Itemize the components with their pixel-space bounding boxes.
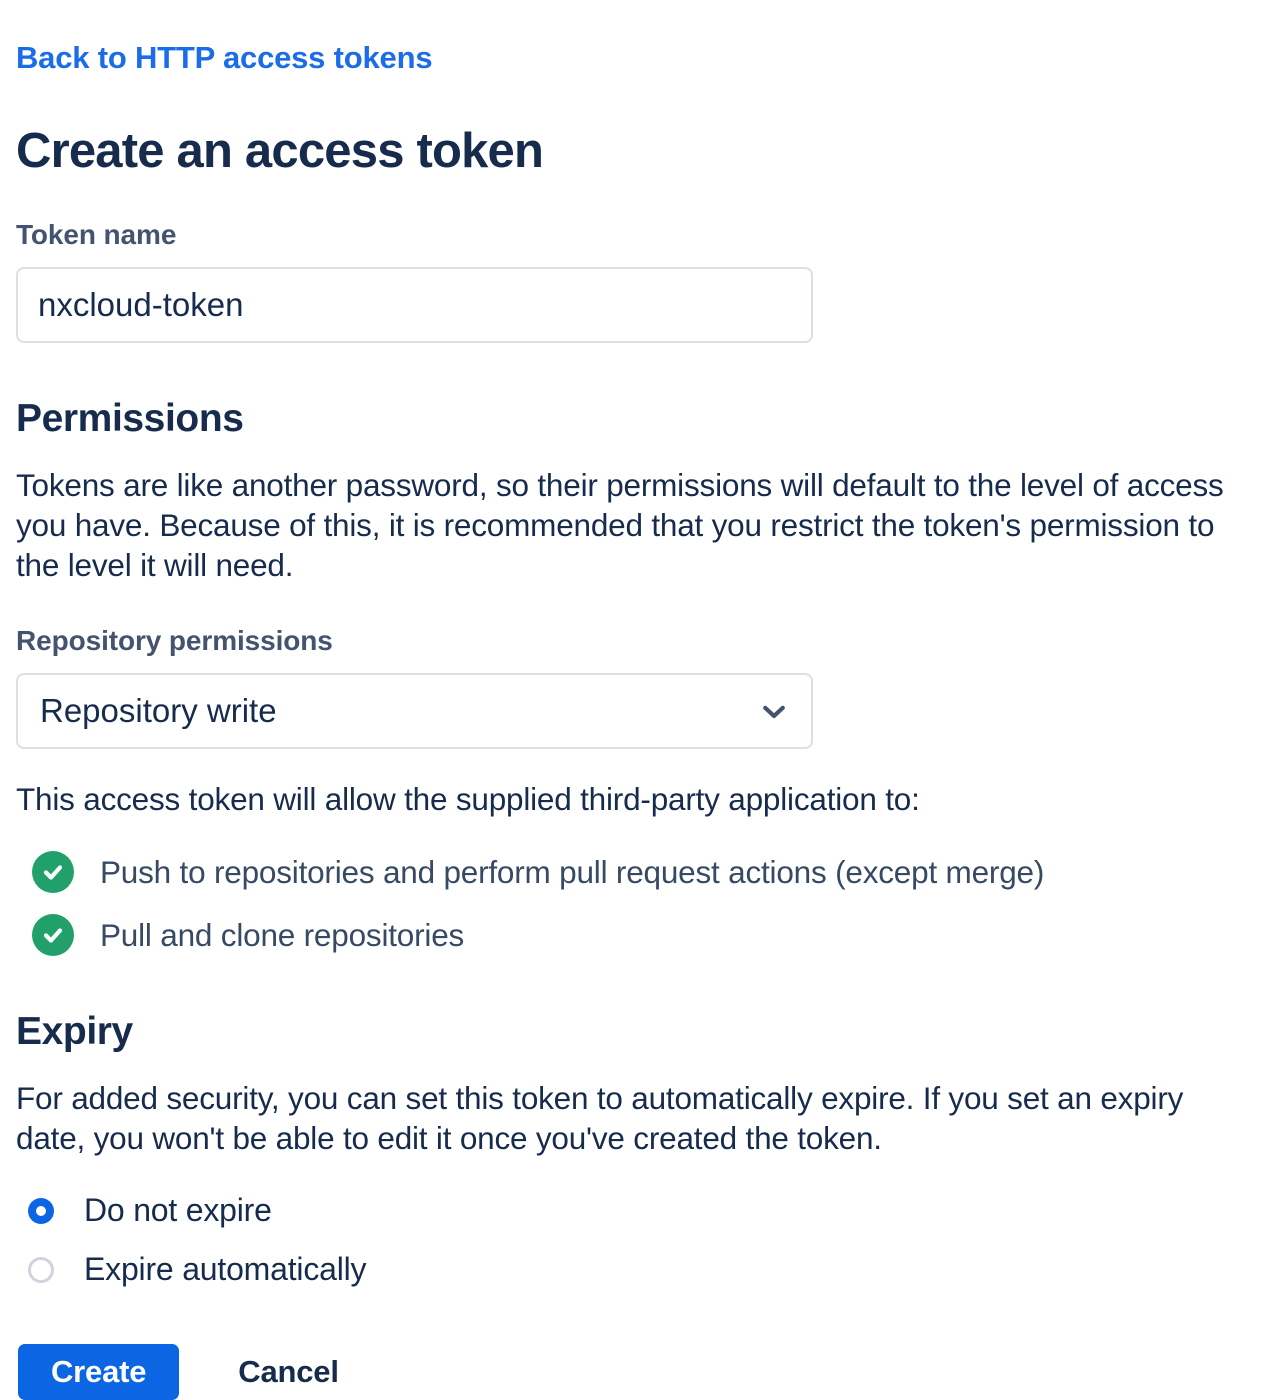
radio-label: Expire automatically [84,1251,367,1287]
permissions-description: Tokens are like another password, so their permissions will default to the level of access you have. Because of this, it is recommended that you restrict the token's permission to the level it will need. [16,467,1224,583]
repository-permissions-selected-value: Repository write [40,692,277,729]
capability-list [16,851,1258,956]
permissions-heading: Permissions [16,397,244,440]
cancel-button[interactable]: Cancel [238,1354,339,1389]
radio-option-do-not-expire[interactable] [16,1192,1258,1229]
check-circle-icon [32,914,74,956]
expiry-radio-group [16,1192,1258,1288]
capability-label: Push to repositories and perform pull request actions (except merge) [100,853,1045,890]
expiry-heading: Expiry [16,1010,133,1053]
form-actions [16,1344,1258,1400]
repository-permissions-select[interactable] [16,673,813,749]
expiry-description: For added security, you can set this token to automatically expire. If you set an expiry date, you won't be able to edit it once you've created the token. [16,1080,1184,1156]
radio-label: Do not expire [84,1192,272,1228]
repository-permissions-label: Repository permissions [16,625,333,656]
token-allow-intro: This access token will allow the supplied third-party application to: [16,781,920,817]
radio-button[interactable] [28,1257,54,1283]
back-to-http-access-tokens-link[interactable]: Back to HTTP access tokens [16,40,433,75]
capability-item [16,851,1258,893]
capability-item [16,914,1258,956]
radio-option-expire-automatically[interactable] [16,1251,1258,1288]
page-title: Create an access token [16,124,544,178]
capability-label: Pull and clone repositories [100,916,465,953]
token-name-input[interactable] [16,267,813,343]
chevron-down-icon [759,696,789,726]
create-button[interactable]: Create [18,1344,179,1400]
check-circle-icon [32,851,74,893]
radio-button[interactable] [28,1198,54,1224]
token-name-label: Token name [16,219,177,250]
